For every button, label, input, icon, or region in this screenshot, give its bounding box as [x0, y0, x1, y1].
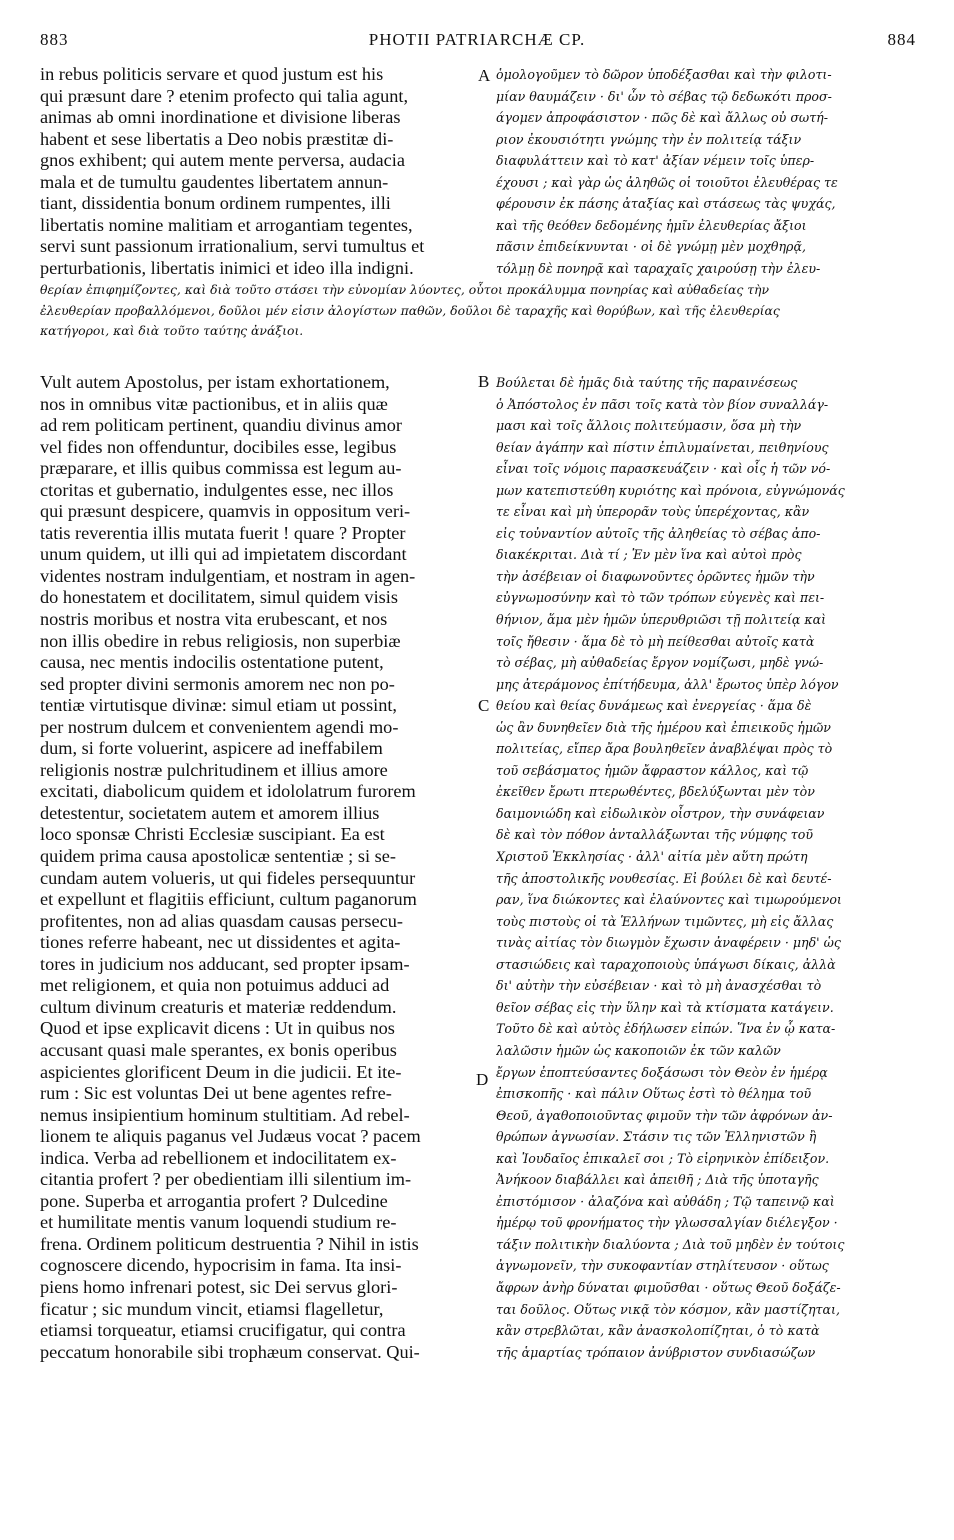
latin-text-line: tiones referre habeant, nec ut dissidentes et agita-	[40, 932, 401, 953]
latin-text-line: unum quidem, ut illi qui ad impietatem discordant	[40, 544, 407, 565]
latin-text-line: quidem prima causa apostolicæ sententiæ ; si se-	[40, 846, 396, 867]
greek-text-line: πολιτείας, εἴπερ ἄρα βουληθεῖεν ἀναβλέψαι πρὸς τὸ	[496, 741, 833, 757]
greek-text-line: ὁμολογοῦμεν τὸ δῶρον ὑποδέξασθαι καὶ τὴν φιλοτι-	[496, 67, 832, 82]
greek-column-section-2	[496, 372, 918, 1363]
latin-text-line: et expellunt et flagitiis efficiunt, cultum paganorum	[40, 889, 417, 910]
latin-text-line: causa, nec mentis indocilis ostentatione putent,	[40, 652, 384, 673]
greek-text-line: Θεοῦ, ἀγαθοποιοῦντας φιμοῦν τὴν τῶν ἀφρόνων ἀν-	[496, 1107, 833, 1123]
greek-text-line: τάξιν πολιτικὴν διαλύοντα ; Διὰ τοῦ μηδὲν ἐν τούτοις	[496, 1236, 845, 1252]
latin-text-line: nostris moribus et nostra vita erubescant, et nos	[40, 609, 388, 630]
greek-text-line: ἄφρων ἀνὴρ δύναται φιμοῦσθαι · οὕτως Θεοῦ δοξάζε-	[496, 1279, 841, 1295]
greek-text-line: ὡς ἂν δυνηθεῖεν διὰ τῆς ἡμέρου καὶ ἐπιεικοῦς ἡμῶν	[496, 719, 831, 735]
greek-text-line: φέρουσιν ἐκ πάσης ἀταξίας καὶ στάσεως τὰς ψυχάς,	[496, 196, 836, 212]
greek-text-line: τινὰς αἰτίας τὸν διωγμὸν ἔχωσιν ἀναφέρειν · μηδ' ὡς	[496, 935, 841, 951]
section-marker-a: A	[478, 66, 491, 85]
latin-text-line: loco sponsæ Christi Ecclesiæ suscipiant. Ea est	[40, 824, 385, 845]
greek-text-line: θείαν ἀγάπην καὶ πίστιν ἐπιλυμαίνεται, πειθηνίους	[496, 439, 829, 455]
greek-text-line: τῆς ἀποστολικῆς νουθεσίας. Εἰ βούλει δὲ καὶ δευτέ-	[496, 870, 832, 886]
latin-text-line: servi sunt passionum irrationalium, servi tumultus et	[40, 236, 425, 257]
latin-text-line: et humilitate mentis vanum loquendi studium re-	[40, 1212, 397, 1233]
latin-text-line: per nostrum dulcem et convenientem agendi mo-	[40, 716, 399, 737]
latin-text-line: dum, si forte voluerint, aspicere ad ineffabilem	[40, 738, 383, 759]
greek-text-line: θείου καὶ θείας δυνάμεως καὶ ἐνεργείας · ἅμα δὲ	[496, 698, 812, 714]
greek-text-line: λαλῶσιν ἡμῶν ὡς κακοποιῶν ἐκ τῶν καλῶν	[496, 1042, 781, 1058]
latin-text-line: gnos exhibent; qui autem mente perversa, audacia	[40, 150, 405, 171]
greek-text-line: εἰς τοὐναντίον αὐτοῖς τῆς ἀληθείας τὸ σέβας ἀπο-	[496, 525, 821, 541]
greek-text-line: Χριστοῦ Ἐκκλησίας · ἀλλ' αἰτία μὲν αὕτη πρώτη	[496, 849, 808, 865]
latin-text-line: libertatis nomine malitiam et arrogantiam tegentes,	[40, 214, 413, 235]
greek-text-line: τῆς ἁμαρτίας τρόπαιον ἀνύβριστον συνδιασώζων	[496, 1344, 816, 1360]
greek-text-line: μασι καὶ τοῖς ἄλλοις πολιτεύμασιν, ὅσα μὴ τὴν	[496, 418, 802, 434]
greek-text-line: καὶ τῆς θεόθεν δεδομένης ἡμῖν ἐλευθερίας ἄξιοι	[496, 217, 807, 233]
latin-text-line: animas ab omni inordinatione et divisione liberas	[40, 107, 401, 128]
latin-text-line: ctoritas et gubernatio, indulgentes esse, nec illos	[40, 479, 394, 500]
greek-text-line: ται δοῦλος. Οὕτως νικᾷ τὸν κόσμον, κἂν μαστίζηται,	[496, 1301, 840, 1317]
greek-text-line: άγομεν ἀπροφάσιστον · πῶς δὲ καὶ ἄλλως οὐ σωτή-	[496, 110, 828, 126]
greek-text-line: θερίαν ἐπιφημίζοντες, καὶ διὰ τοῦτο στάσει τὴν εὐνομίαν λύοντες, οὗτοι προκάλυμμα πονηρίας καὶ αὐθαδείας τὴν	[40, 282, 770, 297]
greek-text-line: εἶναι τοῖς νόμοις παρασκευάζειν · καὶ οἷς ἡ τῶν νό-	[496, 461, 831, 477]
latin-text-line: nos in omnibus vitæ pactionibus, et in aliis quæ	[40, 393, 388, 414]
section-marker-d: D	[476, 1070, 489, 1089]
greek-text-line: ἐπιστόμισον · ἀλαζόνα καὶ αὐθάδη ; Τῷ ταπεινῷ καὶ	[496, 1193, 835, 1209]
latin-text-line: cognoscere dicendo, hypocrisim in fama. Ita insi-	[40, 1255, 402, 1276]
latin-text-line: cundam autem volueris, ut qui fideles persequuntur	[40, 867, 416, 888]
section-marker-c: C	[478, 696, 490, 715]
latin-text-line: perturbationis, libertatis inimici et ideo illa indigni.	[40, 257, 414, 278]
greek-text-line: τε εἶναι καὶ μὴ ὑπερορᾶν τοὺς ὑπερέχοντας, κἂν	[496, 504, 810, 520]
latin-text-line: pone. Superba et arrogantia profert ? Dulcedine	[40, 1190, 388, 1211]
greek-text-line: στασιώδεις καὶ ταραχοποιοὺς ὑπάγωσι δίκαις, ἀλλὰ	[496, 956, 836, 972]
latin-text-line: præparare, et illis quibus commissa est legum au-	[40, 458, 402, 479]
page-number-right: 884	[887, 30, 916, 49]
latin-text-line: tentiæ virtutisque divinæ: simul etiam ut possint,	[40, 695, 397, 716]
latin-text-line: qui præsunt dare ? etenim profecto qui talia agunt,	[40, 85, 409, 106]
greek-text-line: δι' αὐτὴν τὴν εὐσέβειαν · καὶ τὸ μὴ ἀνασχέσθαι τὸ	[496, 978, 822, 994]
latin-column-section-2	[40, 372, 472, 1363]
latin-text-line: lionem te aliquis paganus vel Judæus vocat ? pacem	[40, 1126, 421, 1147]
latin-text-line: videntes nostram indulgentiam, et nostram in agen-	[40, 565, 416, 586]
latin-text-line: Quod et ipse explicavit dicens : Ut in quibus nos	[40, 1018, 395, 1039]
latin-text-line: religionis nostræ pulchritudinem et illius amore	[40, 759, 388, 780]
latin-column-section-1	[40, 64, 472, 279]
latin-text-line: vel fides non offenduntur, docibiles esse, legibus	[40, 436, 397, 457]
latin-text-line: cultum divinum creaturis et materiæ reddendum.	[40, 996, 397, 1017]
greek-text-line: εὐγνωμοσύνην καὶ τὸ τῶν τρόπων εὐγενὲς καὶ πει-	[496, 590, 825, 606]
greek-text-line: ἐπισκοπῆς · καὶ πάλιν Οὕτως ἐστὶ τὸ θέλημα τοῦ	[496, 1086, 812, 1102]
latin-text-line: tiant, dissidentia bonum ordinem rumpentes, illi	[40, 193, 391, 214]
greek-text-line: τοῖς ἤθεσιν · ἅμα δὲ τὸ μὴ πείθεσθαι αὐτοῖς κατὰ	[496, 633, 815, 649]
greek-text-line: κατήγοροι, καὶ διὰ τοῦτο ταύτης ἀνάξιοι.	[40, 323, 304, 338]
greek-text-line: θήνιον, ἅμα μὲν ἡμῶν ὑπερυθριῶσι τῇ πολιτείᾳ καὶ	[496, 612, 827, 628]
latin-text-line: peccatum honorabile sibi trophæum conservat. Qui-	[40, 1341, 420, 1362]
latin-text-line: habent et sese libertatis a Deo nobis præstitæ di-	[40, 128, 394, 149]
greek-text-line: κἂν στρεβλῶται, κἂν ἀνασκολοπίζηται, ὁ τὸ κατὰ	[496, 1323, 820, 1339]
latin-text-line: indica. Verba ad rebellionem et indocilitatem ex-	[40, 1147, 397, 1168]
running-title: PHOTII PATRIARCHÆ CP.	[368, 30, 586, 49]
latin-text-line: tores in judicium nos adducant, sed propter ipsam-	[40, 953, 410, 974]
greek-text-line: ἡμέρῳ τοῦ φρονήματος τὴν γλωσσαλγίαν διέλεγξον ·	[496, 1215, 838, 1231]
greek-text-line: καὶ Ἰουδαῖος ἐπικαλεῖ σοι ; Τὸ εἰρηνικὸν ἐπίδειξον.	[496, 1150, 830, 1166]
greek-text-line: διακέκριται. Διὰ τί ; Ἐν μὲν ἵνα καὶ αὐτοὶ πρὸς	[496, 547, 802, 563]
greek-text-line: μίαν θαυμάζειν · δι' ὧν τὸ σέβας τῷ δεδωκότι προσ-	[496, 88, 832, 104]
latin-text-line: met religionem, et quia non potuimus adduci ad	[40, 975, 390, 996]
latin-text-line: citantia profert ? per obedientiam illi silentium im-	[40, 1169, 412, 1190]
greek-text-line: διαφυλάττειν καὶ τὸ κατ' ἀξίαν νέμειν τοῖς ὑπερ-	[496, 153, 815, 169]
greek-text-line: τοὺς πιστοὺς οἱ τὰ Ἑλλήνων τιμῶντες, μὴ εἰς ἄλλας	[496, 913, 834, 929]
latin-text-line: accusant quasi male sperantes, ex bonis operibus	[40, 1039, 397, 1060]
latin-text-line: tatis reverentia illis mutata fuerit ! quare ? Propter	[40, 522, 406, 543]
latin-text-line: profitentes, non ad alias quasdam causas persecu-	[40, 910, 403, 931]
greek-text-line: δὲ καὶ τὸν πόθον ἀνταλλάξωνται τῆς νύμφης τοῦ	[496, 827, 814, 843]
latin-text-line: aspicientes glorificent Deum in die judicii. Et ite-	[40, 1061, 402, 1082]
latin-text-line: rum : Sic est voluntas Dei ut bene agentes refre-	[40, 1083, 392, 1104]
greek-text-line: δαιμονιώδη καὶ εἰδωλικὸν οἶστρον, τὴν συνάφειαν	[496, 805, 825, 821]
greek-text-line: ὁ Ἀπόστολος ἐν πᾶσι τοῖς κατὰ τὸν βίον συναλλάγ-	[496, 396, 829, 412]
latin-text-line: excitati, diabolicum quidem et idololatrum furorem	[40, 781, 416, 802]
latin-text-line: qui præsunt despicere, quamvis in oppositum veri-	[40, 501, 411, 522]
latin-text-line: in rebus politicis servare et quod justum est his	[40, 64, 384, 84]
greek-text-line: ἔργων ἐποπτεύσαντες δοξάσωσι τὸν Θεὸν ἐν ἡμέρᾳ	[496, 1064, 828, 1080]
greek-text-line: Βούλεται δὲ ἡμᾶς διὰ ταύτης τῆς παραινέσεως	[496, 375, 798, 390]
greek-text-line: ἐκεῖθεν ἔρωτι πτερωθέντες, βδελύξωνται μὲν τὸν	[496, 784, 815, 800]
page-number-left: 883	[40, 30, 69, 49]
greek-text-line: ἐλευθερίαν προβαλλόμενοι, δοῦλοι μέν εἰσιν ἀλογίστων παθῶν, δοῦλοι δὲ ταραχῆς καὶ θορύβων, καὶ τῆς ἐλευθερίας	[40, 302, 780, 318]
latin-text-line: piens homo infrenari potest, sic Dei servus glori-	[40, 1276, 398, 1297]
latin-text-line: mala et de tumultu gaudentes libertatem annun-	[40, 171, 389, 192]
latin-text-line: nemus insipientium hominum stultitiam. Ad rebel-	[40, 1104, 410, 1125]
latin-text-line: ficatur ; sic mundum vincit, etiamsi flagelletur,	[40, 1298, 384, 1319]
latin-text-line: ad rem politicam pertinent, quandiu divinus amor	[40, 415, 402, 436]
latin-text-line: non illis obedire in rebus religiosis, non superbiæ	[40, 630, 401, 651]
greek-text-line: θεῖον σέβας εἰς τὴν ὕλην καὶ τὰ κτίσματα κατάγειν.	[496, 999, 834, 1015]
greek-column-section-1	[496, 64, 918, 279]
latin-text-line: sed propter divini sermonis amorem nec non po-	[40, 673, 395, 694]
greek-text-line: έχουσι ; καὶ γὰρ ὡς ἀληθῶς οἱ τοιοῦτοι ἐλευθέρας τε	[496, 174, 838, 190]
greek-text-line: ἀγνωμονεῖν, τὴν συκοφαντίαν στηλίτευσον · οὕτως	[496, 1258, 829, 1274]
greek-text-line: μων κατεπιστεύθη κυριότης καὶ πρόνοια, εὐγνώμονάς	[496, 482, 845, 498]
greek-text-line: Τοῦτο δὲ καὶ αὐτὸς ἐδήλωσεν εἰπών. Ἵνα ἐν ᾧ κατα-	[496, 1021, 836, 1037]
latin-text-line: Vult autem Apostolus, per istam exhortationem,	[40, 372, 390, 392]
latin-text-line: do honestatem et docilitatem, simul quidem visis	[40, 587, 398, 608]
greek-text-line: τοῦ σεβάσματος ἡμῶν ἄφραστον κάλλος, καὶ τῷ	[496, 762, 809, 778]
greek-text-line: θρώπων ἀγνωσίαν. Στάσιν τις τῶν Ἑλληνιστῶν ἢ	[496, 1129, 817, 1145]
greek-text-line: πᾶσιν ἐπιδείκνυνται · οἱ δὲ γνώμῃ μὲν μοχθηρᾷ,	[496, 239, 806, 255]
latin-text-line: detestentur, societatem autem et amorem illius	[40, 802, 380, 823]
greek-text-line: μης ἀτεράμονος ἐπίτήδευμα, ἀλλ' ἔρωτος ὑπὲρ λόγον	[496, 676, 839, 692]
latin-text-line: frena. Ordinem politicum destruentia ? Nihil in istis	[40, 1233, 419, 1254]
section-marker-b: B	[478, 372, 490, 391]
greek-full-width-lines	[40, 280, 920, 342]
greek-text-line: τὸ σέβας, μὴ αὐθαδείας ἔργον νομίζωσι, μηδὲ γνώ-	[496, 655, 824, 671]
greek-text-line: τὴν ἀσέβειαν οἱ διαφωνοῦντες ὁρῶντες ἡμῶν τὴν	[496, 568, 815, 584]
page-header	[0, 0, 954, 52]
greek-text-line: Ἀνήκοον διαβάλλει καὶ ἀπειθῆ ; Διὰ τῆς ὑποταγῆς	[496, 1172, 819, 1188]
greek-text-line: ριον ἐκουσιότητι γνώμης τὴν ἐν πολιτείᾳ τάξιν	[496, 131, 802, 147]
greek-text-line: ραν, ἵνα διώκοντες καὶ ἐλαύνοντες καὶ τιμωρούμενοι	[496, 892, 842, 908]
latin-text-line: etiamsi torqueatur, etiamsi crucifigatur, qui contra	[40, 1320, 406, 1341]
greek-text-line: τόλμῃ δὲ πονηρᾷ καὶ ταραχαῖς χαιρούσῃ τὴν ἐλευ-	[496, 260, 821, 276]
